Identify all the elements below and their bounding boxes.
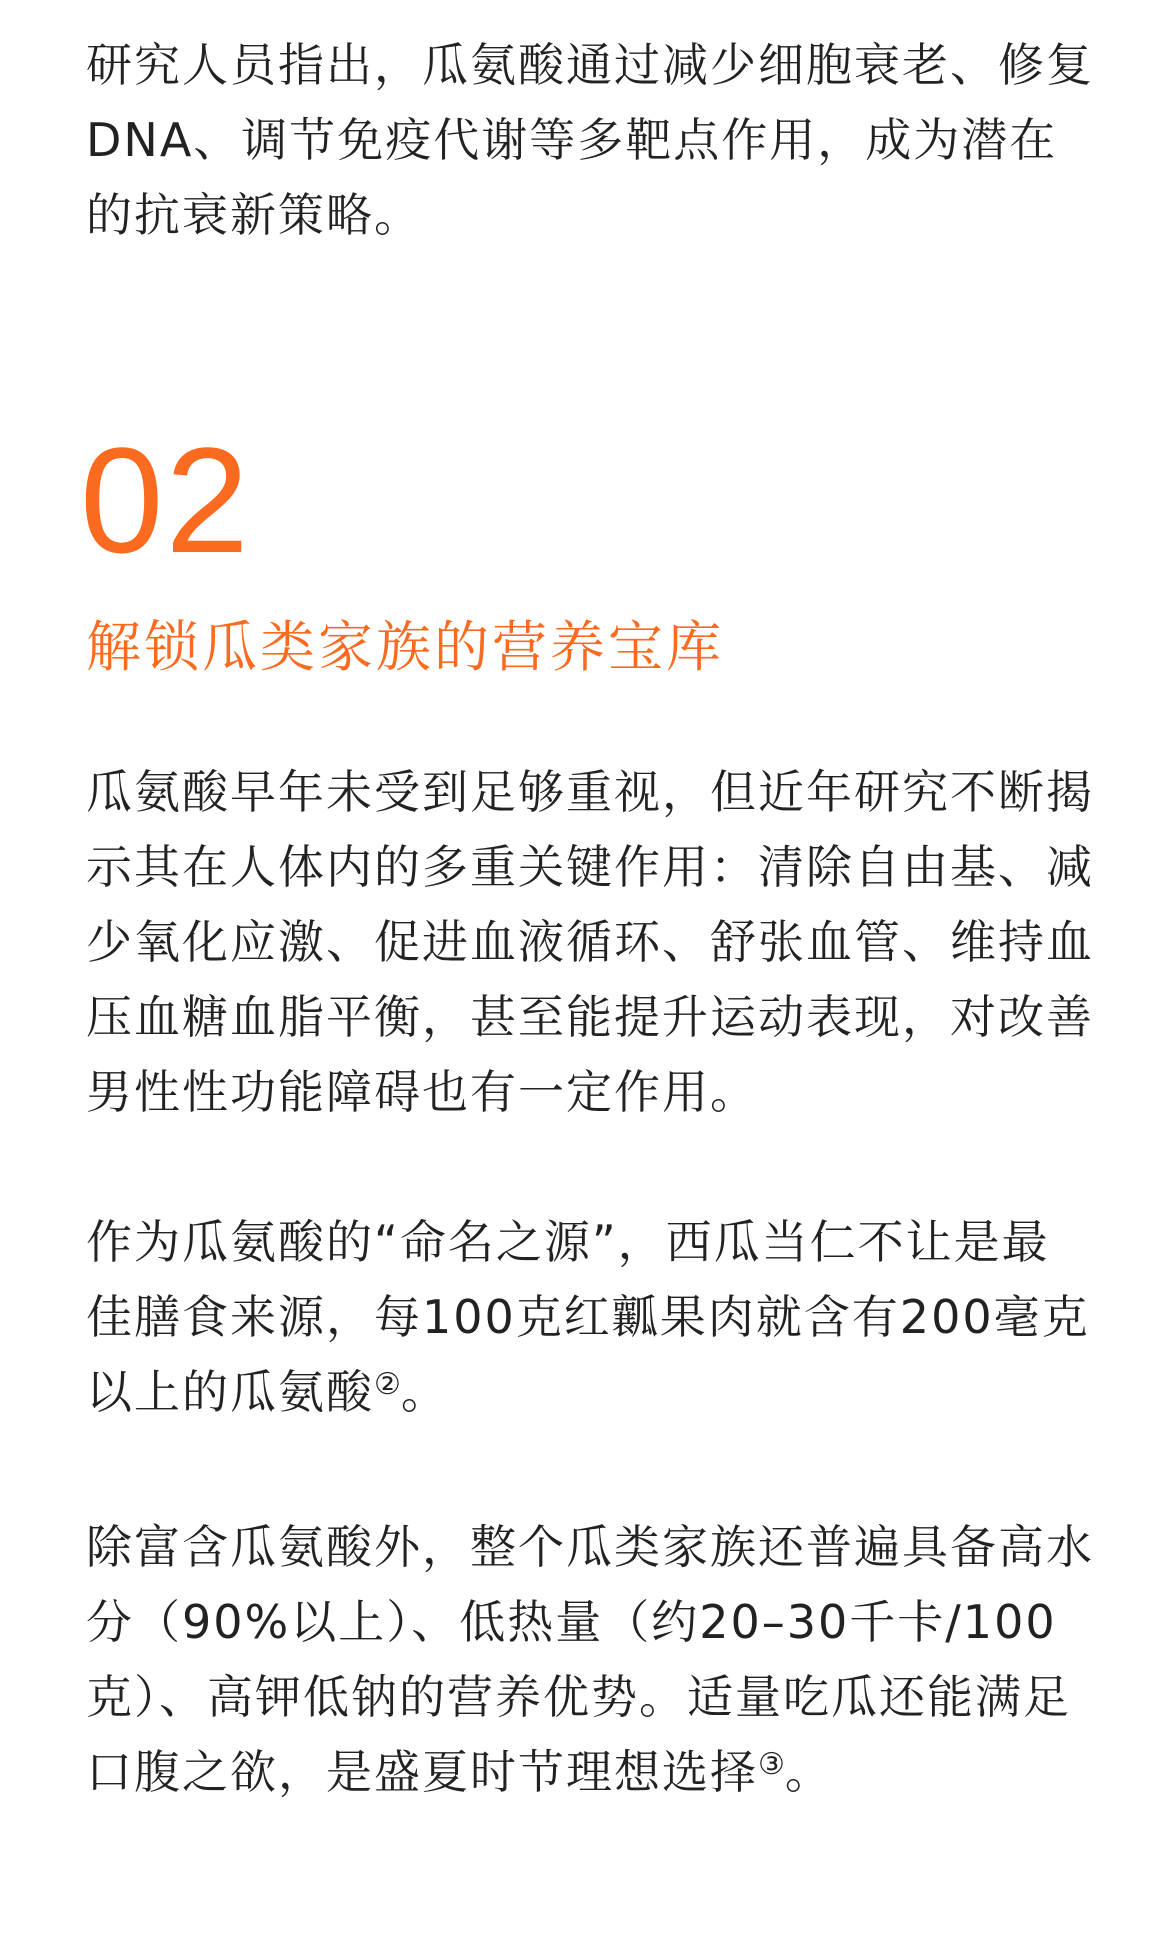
- paragraph-melon-family: [86, 1510, 1096, 1810]
- reference-marker[interactable]: ③: [758, 1747, 785, 1782]
- intro-paragraph: 研究人员指出，瓜氨酸通过减少细胞衰老、修复DNA、调节免疫代谢等多靶点作用，成为潜在的抗衰新策略。: [86, 38, 1094, 242]
- paragraph-end: 。: [400, 1365, 449, 1419]
- paragraph-text: 除富含瓜氨酸外，整个瓜类家族还普遍具备高水分（90%以上）、低热量（约20–30千卡/100克）、高钾低钠的营养优势。适量吃瓜还能满足口腹之欲，是盛夏时节理想选择: [86, 1520, 1094, 1799]
- paragraph-citrulline-functions: 瓜氨酸早年未受到足够重视，但近年研究不断揭示其在人体内的多重关键作用：清除自由基、减少氧化应激、促进血液循环、舒张血管、维持血压血糖血脂平衡，甚至能提升运动表现，对改善男性性功能障碍也有一定作用。: [86, 765, 1094, 1119]
- reference-marker[interactable]: ②: [374, 1367, 401, 1402]
- section-number: 02: [80, 416, 251, 584]
- paragraph-end: 。: [784, 1745, 833, 1799]
- paragraph-text: 作为瓜氨酸的“命名之源”，西瓜当仁不让是最佳膳食来源，每100克红瓤果肉就含有200毫克以上的瓜氨酸: [86, 1215, 1090, 1419]
- section-title: 解锁瓜类家族的营养宝库: [86, 615, 725, 679]
- paragraph-watermelon-source: [86, 1205, 1096, 1430]
